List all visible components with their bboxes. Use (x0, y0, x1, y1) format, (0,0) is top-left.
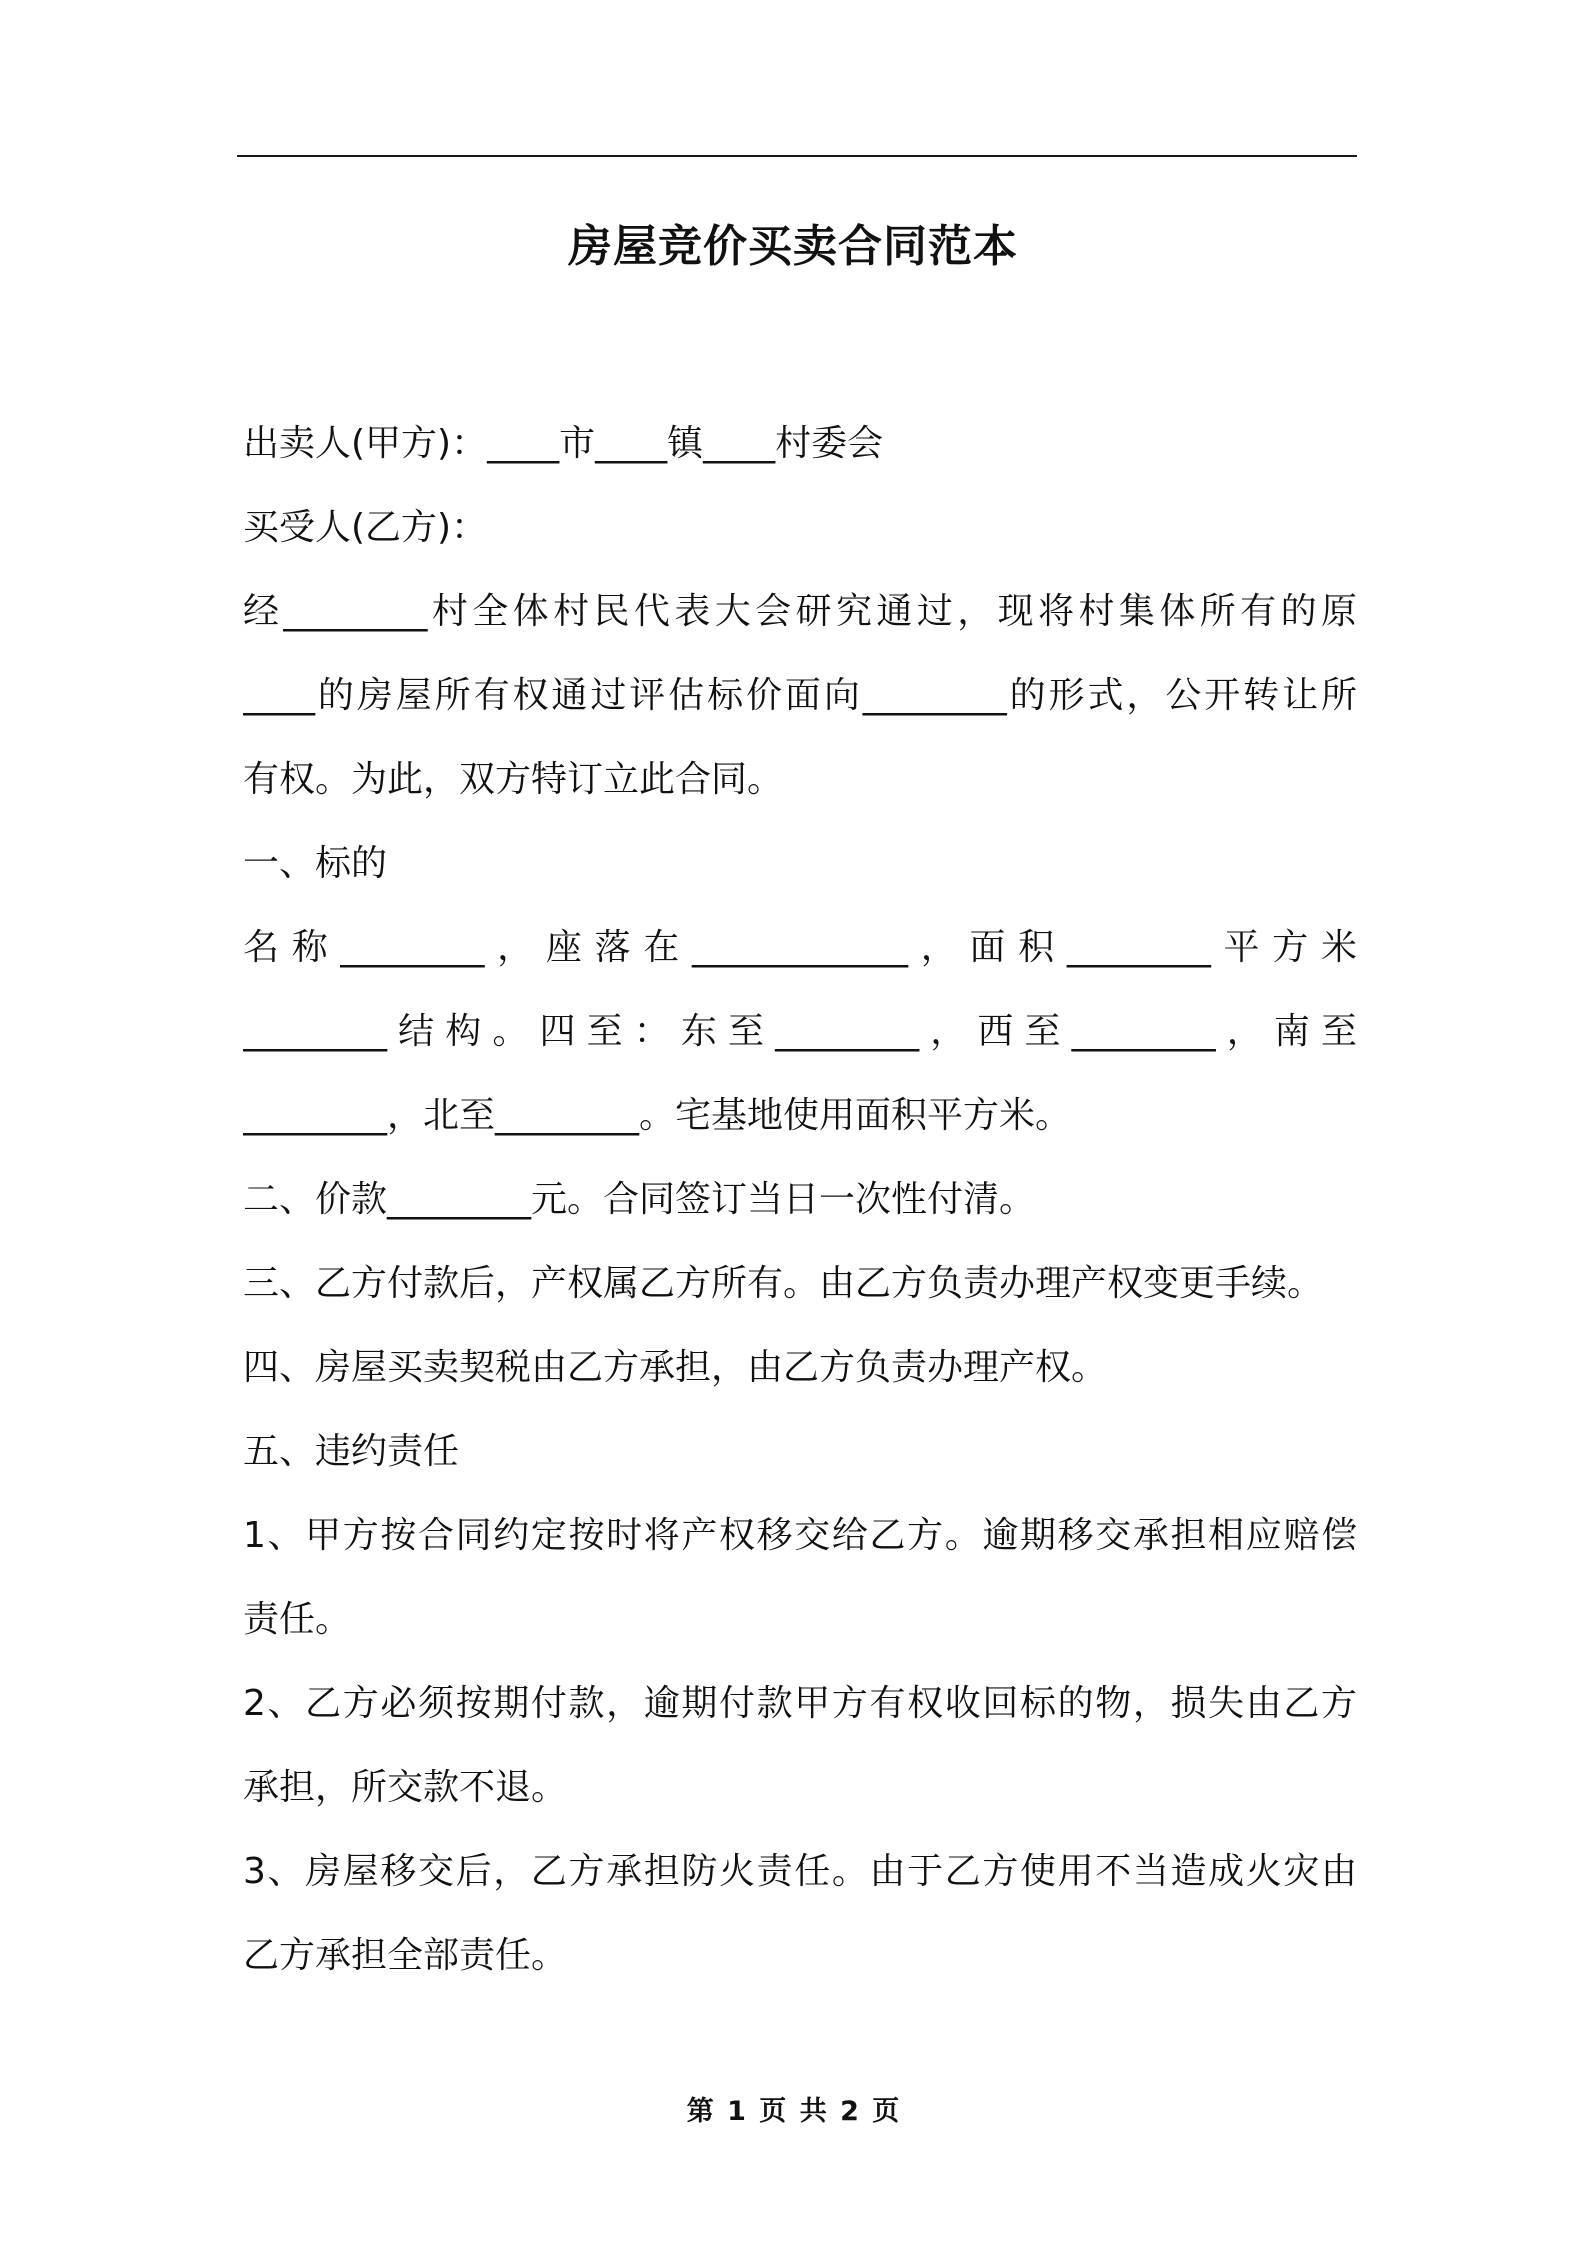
section-heading-breach: 五、违约责任 (243, 1431, 460, 1472)
seller-line: 出卖人(甲方)：____市____镇____村委会 (243, 423, 884, 464)
breach-item-1-line-1: 1、甲方按合同约定按时将产权移交给乙方。逾期移交承担相应赔偿 (243, 1515, 1357, 1556)
page-number: 第 1 页 共 2 页 (686, 2096, 900, 2127)
section-heading-subject: 一、标的 (243, 843, 388, 884)
subject-line-3: ________，北至________。宅基地使用面积平方米。 (243, 1095, 1072, 1136)
breach-item-3-line-1: 3、房屋移交后，乙方承担防火责任。由于乙方使用不当造成火灾由 (243, 1851, 1357, 1892)
header-rule (237, 155, 1357, 157)
contract-body (243, 402, 1357, 1998)
intro-line-3: 有权。为此，双方特订立此合同。 (243, 759, 784, 800)
breach-item-1-line-2: 责任。 (243, 1599, 352, 1640)
tax-clause: 四、房屋买卖契税由乙方承担，由乙方负责办理产权。 (243, 1347, 1108, 1388)
ownership-clause: 三、乙方付款后，产权属乙方所有。由乙方负责办理产权变更手续。 (243, 1263, 1324, 1304)
intro-line-1: 经________村全体村民代表大会研究通过，现将村集体所有的原 (243, 591, 1357, 632)
subject-line-2: ________结构。四至：东至________，西至________，南至 (243, 1011, 1357, 1052)
breach-item-2-line-1: 2、乙方必须按期付款，逾期付款甲方有权收回标的物，损失由乙方 (243, 1683, 1357, 1724)
buyer-line: 买受人(乙方)： (243, 507, 488, 548)
breach-item-2-line-2: 承担，所交款不退。 (243, 1767, 568, 1808)
subject-line-1: 名称________，座落在____________，面积________平方米 (243, 927, 1357, 968)
document-title: 房屋竞价买卖合同范本 (568, 221, 1018, 272)
breach-item-3-line-2: 乙方承担全部责任。 (243, 1935, 568, 1976)
intro-line-2: ____的房屋所有权通过评估标价面向________的形式，公开转让所 (243, 675, 1357, 716)
price-clause: 二、价款________元。合同签订当日一次性付清。 (243, 1179, 1036, 1220)
